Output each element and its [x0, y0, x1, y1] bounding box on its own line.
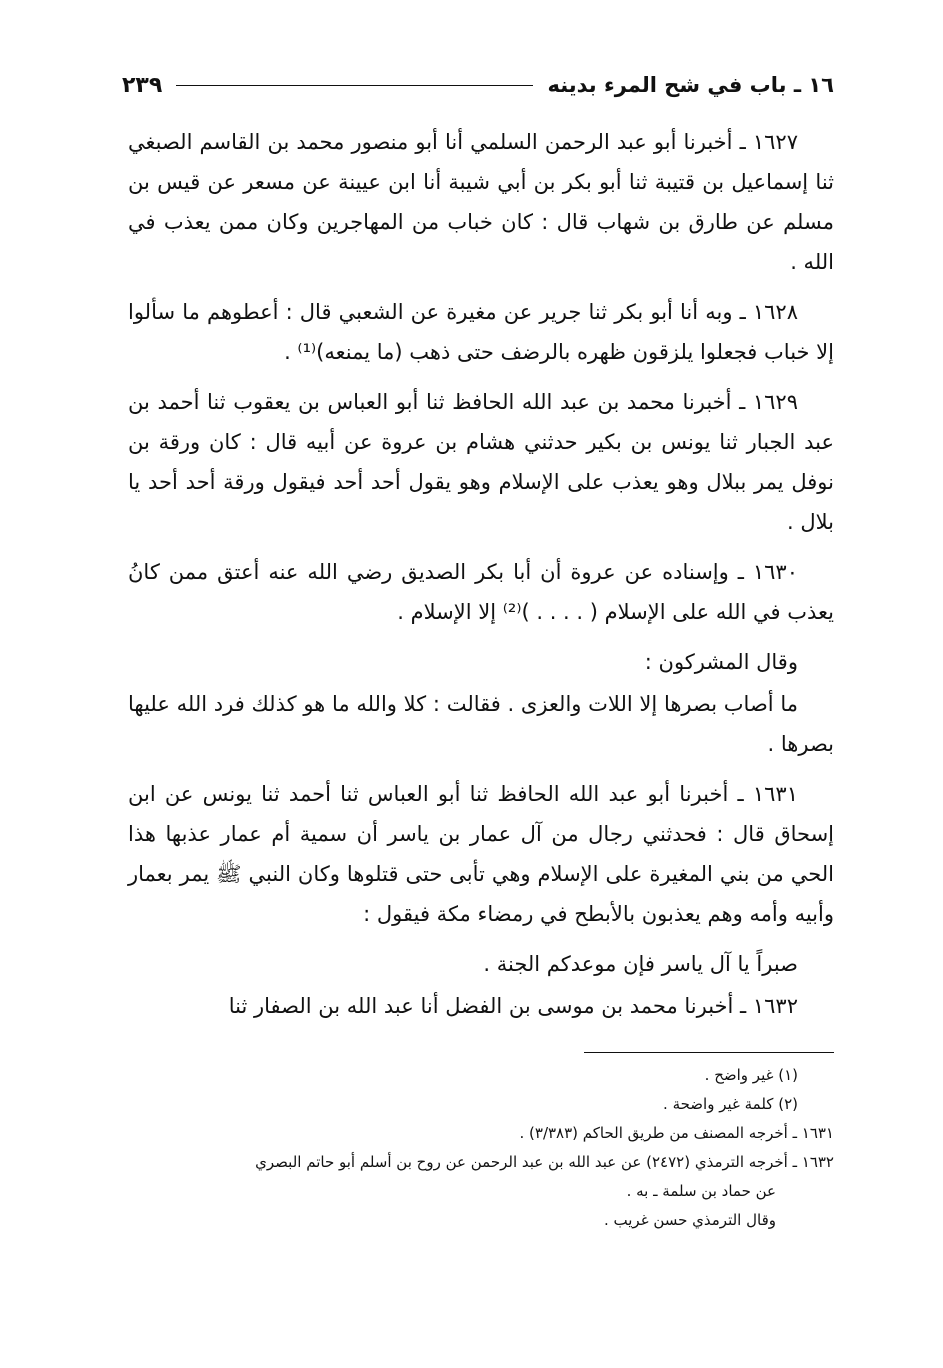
- hadith-1630: ١٦٣٠ ـ وإسناده عن عروة أن أبا بكر الصديق رضي الله عنه أعتق ممن كانُ يعذب في الله على الإسلام ( . . . . )⁽²⁾ إلا الإسلام .: [128, 560, 834, 624]
- hadith-1631: ١٦٣١ ـ أخبرنا أبو عبد الله الحافظ ثنا أبو العباس ثنا أحمد ثنا يونس عن ابن إسحاق قال : فحدثني رجال من آل عمار بن ياسر أن سمية أم عمار عذبها هذا الحي من بني المغيرة على الإسلام وهي تأبى حتى قتلوها وكان النبي ﷺ يمر بعمار وأبيه وأمه وهم يعذبون بالأبطح في رمضاء مكة فيقول :: [128, 782, 834, 926]
- prophet-quote: صبراً يا آل ياسر فإن موعدكم الجنة .: [483, 952, 798, 976]
- footnotes: [128, 1052, 834, 1235]
- narration-line: وقال المشركون :: [644, 650, 798, 674]
- hadith-1628: ١٦٢٨ ـ وبه أنا أبو بكر ثنا جرير عن مغيرة عن الشعبي قال : أعطوهم ما سألوا إلا خباب فجعلوا يلزقون ظهره بالرضف حتى ذهب (ما يمنعه)⁽¹⁾ .: [128, 300, 834, 364]
- chapter-title: ١٦ ـ باب في شح المرء بدينه: [547, 73, 834, 97]
- footnote-2: (٢) كلمة غير واضحة .: [663, 1095, 798, 1113]
- footnote-takhrij-1632-cont: عن حماد بن سلمة ـ به .: [626, 1182, 776, 1200]
- narration-quote: ما أصاب بصرها إلا اللات والعزى . فقالت : كلا والله ما هو كذلك فرد الله عليها بصرها .: [128, 692, 834, 756]
- footnote-takhrij-1632: ١٦٣٢ ـ أخرجه الترمذي (٢٤٧٢) عن عبد الله بن عبد الرحمن عن روح بن أسلم أبو حاتم البصري: [255, 1153, 834, 1171]
- footnote-rule: [584, 1052, 834, 1053]
- footnote-takhrij-1631: ١٦٣١ ـ أخرجه المصنف من طريق الحاكم (٣/٣٨٣) .: [519, 1124, 834, 1142]
- footnote-1: (١) غير واضح .: [704, 1066, 798, 1084]
- hadith-1632: ١٦٣٢ ـ أخبرنا محمد بن موسى بن الفضل أنا عبد الله بن الصفار ثنا: [228, 994, 798, 1018]
- page-number: ٢٣٩: [122, 72, 163, 98]
- footnote-tirmidhi-grade: وقال الترمذي حسن غريب .: [603, 1211, 776, 1229]
- running-header: [122, 68, 834, 102]
- hadith-1627: ١٦٢٧ ـ أخبرنا أبو عبد الرحمن السلمي أنا أبو منصور محمد بن القاسم الصبغي ثنا إسماعيل بن قتيبة ثنا أبو بكر بن أبي شيبة أنا ابن عيينة عن مسعر عن قيس بن مسلم عن طارق بن شهاب قال : كان خباب من المهاجرين وكان ممن يعذب في الله .: [128, 130, 834, 274]
- hadith-1629: ١٦٢٩ ـ أخبرنا محمد بن عبد الله الحافظ ثنا أبو العباس بن يعقوب ثنا أحمد بن عبد الجبار ثنا يونس بن بكير حدثني هشام بن عروة عن أبيه قال : كان ورقة بن نوفل يمر ببلال وهو يعذب على الإسلام وهو يقول أحد أحد فيقول ورقة أحد أحد يا بلال .: [128, 390, 834, 534]
- main-text: [128, 122, 834, 1028]
- header-rule: [176, 85, 533, 86]
